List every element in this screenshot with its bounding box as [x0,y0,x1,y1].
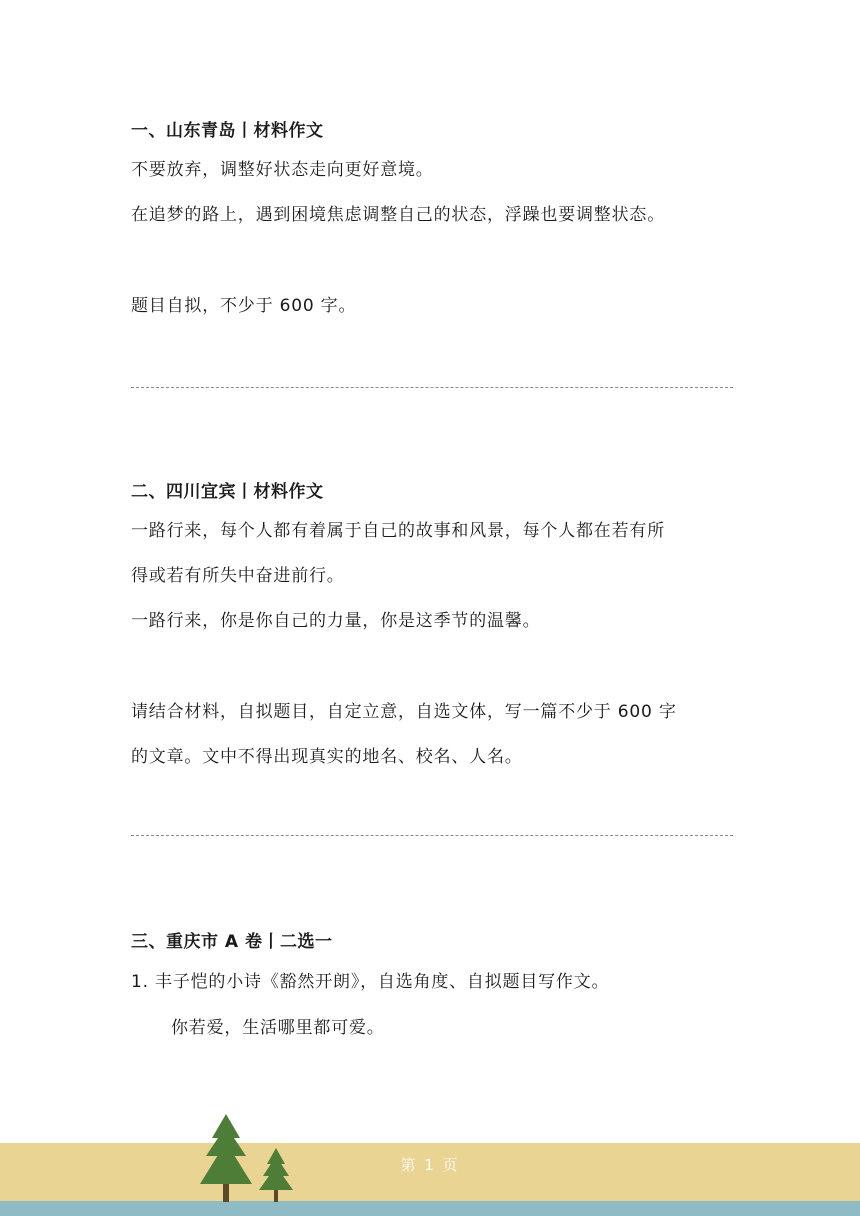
section-2-line-2: 得或若有所失中奋进前行。 [131,566,345,586]
page-number: 第 1 页 [400,1156,460,1174]
section-3-poem-line: 你若爱，生活哪里都可爱。 [171,1018,385,1038]
section-2-line-1: 一路行来，每个人都有着属于自己的故事和风景，每个人都在若有所 [131,521,665,541]
section-3-line-1: 1. 丰子恺的小诗《豁然开朗》，自选角度、自拟题目写作文。 [131,972,610,992]
footer-water-strip [0,1201,860,1216]
section-2-requirement-2: 的文章。文中不得出现真实的地名、校名、人名。 [131,747,523,767]
section-heading-chongqing: 三、重庆市 A 卷丨二选一 [131,932,333,952]
section-divider [131,387,733,388]
section-2-line-3: 一路行来，你是你自己的力量，你是这季节的温馨。 [131,611,541,631]
section-1-requirement: 题目自拟，不少于 600 字。 [131,296,357,316]
section-heading-sichuan: 二、四川宜宾丨材料作文 [131,482,324,502]
section-2-requirement-1: 请结合材料，自拟题目，自定立意，自选文体，写一篇不少于 600 字 [131,702,677,722]
section-divider [131,835,733,836]
section-1-line-1: 不要放弃，调整好状态走向更好意境。 [131,160,434,180]
section-1-line-2: 在追梦的路上，遇到困境焦虑调整自己的状态，浮躁也要调整状态。 [131,205,665,225]
section-heading-shandong: 一、山东青岛丨材料作文 [131,121,324,141]
